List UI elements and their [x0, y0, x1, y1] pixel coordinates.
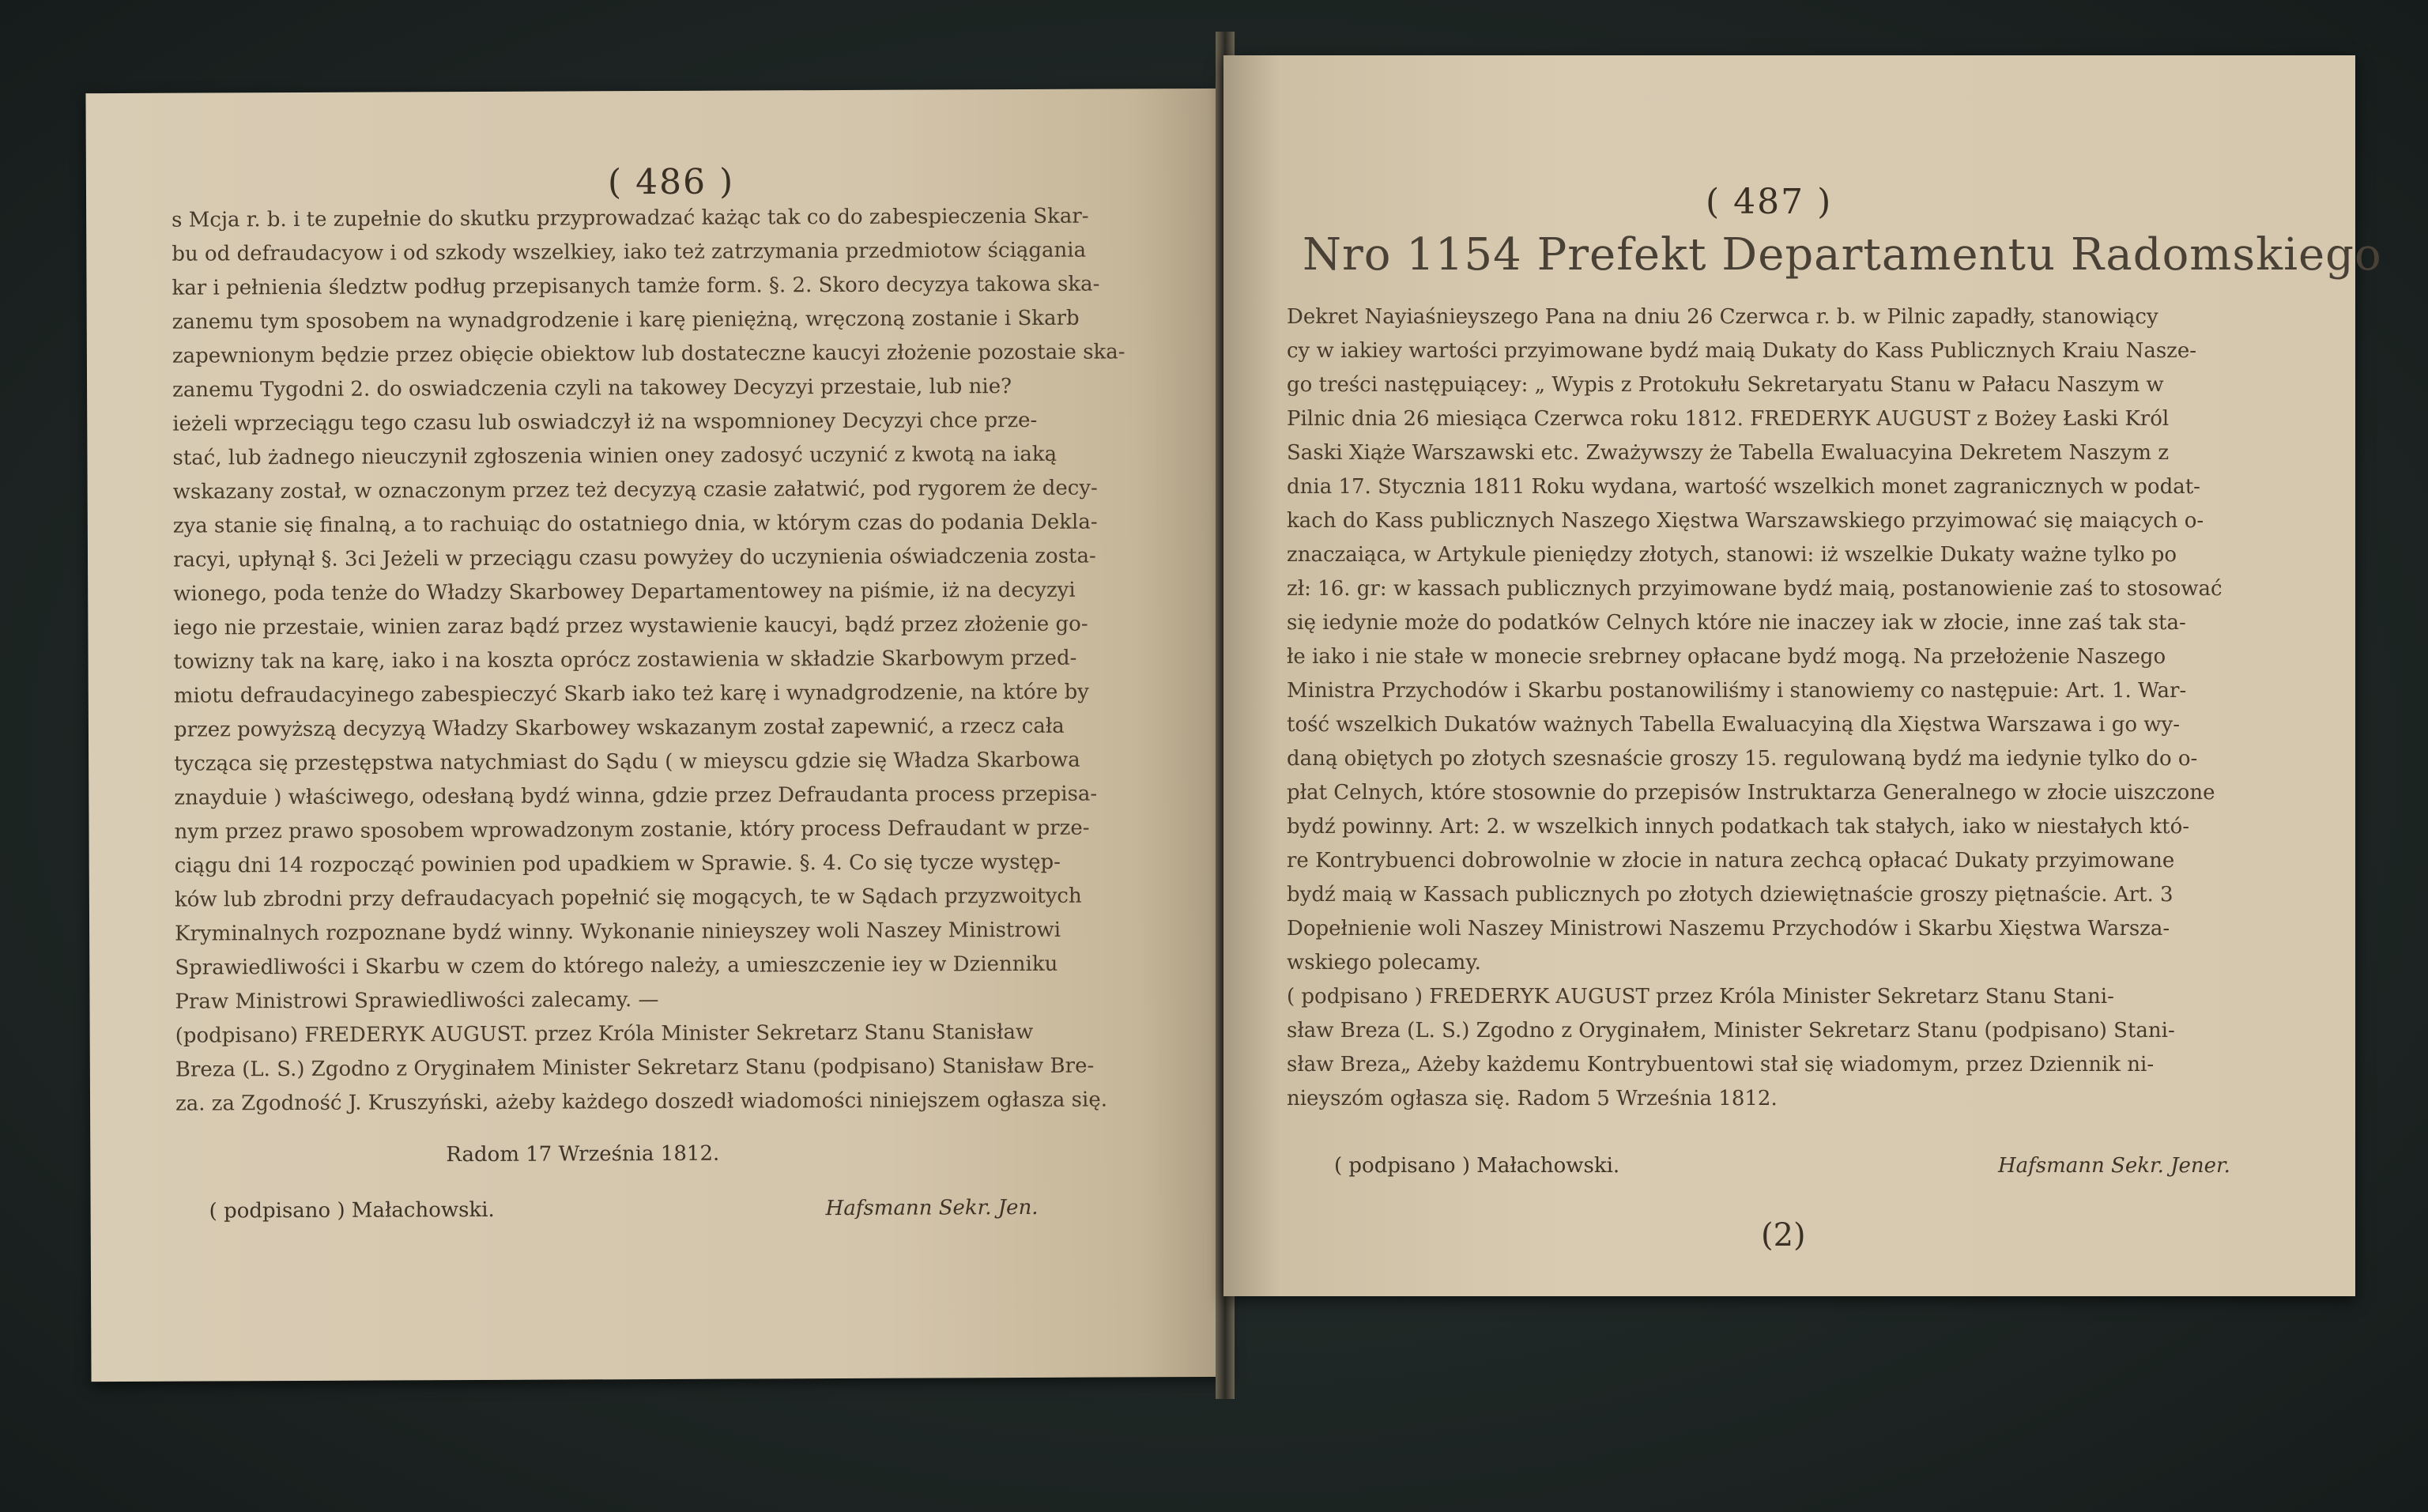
right-body-line: sław Breza (L. S.) Zgodno z Oryginałem, Minister Sekretarz Stanu (podpisano) Stani-	[1287, 1019, 2175, 1043]
left-signature-secretary: Hafsmann Sekr. Jen.	[825, 1195, 1039, 1221]
right-body-line: dnia 17. Stycznia 1811 Roku wydana, wartość wszelkich monet zagranicznych w podat-	[1287, 475, 2200, 499]
left-body-line: stać, lub żadnego nieuczynił zgłoszenia winien oney zadosyć uczynić z kwotą na iaką	[172, 442, 1058, 470]
left-body-line: (podpisano) FREDERYK AUGUST. przez Króla Minister Sekretarz Stanu Stanisław	[175, 1020, 1034, 1048]
left-body-line: tycząca się przestępstwa natychmiast do Sądu ( w mieyscu gdzie się Władza Skarbowa	[174, 748, 1080, 776]
right-body-line: Saski Xiąże Warszawski etc. Zważywszy że Tabella Ewaluacyina Dekretem Naszym z	[1287, 441, 2170, 465]
left-body-line: towizny tak na karę, iako i na koszta oprócz zostawienia w składzie Skarbowym przed-	[173, 646, 1077, 674]
left-body-line: Praw Ministrowi Sprawiedliwości zalecamy. —	[175, 987, 659, 1014]
right-body-line: tość wszelkich Dukatów ważnych Tabella Ewaluacyiną dla Xięstwa Warszawa i go wy-	[1287, 713, 2181, 737]
left-body-line: ków lub zbrodni przy defraudacyach popełnić się mogących, te w Sądach przyzwoitych	[174, 884, 1082, 912]
left-page-number: ( 486 )	[607, 161, 735, 203]
right-signature-secretary: Hafsmann Sekr. Jener.	[1998, 1154, 2230, 1178]
left-page-body	[172, 199, 1148, 1121]
left-body-line: kar i pełnienia śledztw podług przepisanych tamże form. §. 2. Skoro decyzya takowa ska-	[172, 272, 1100, 300]
right-body-line: re Kontrybuenci dobrowolnie w złocie in natura zechcą opłacać Dukaty przyimowane	[1287, 849, 2175, 873]
right-body-line: Dopełnienie woli Naszey Ministrowi Naszemu Przychodów i Skarbu Xięstwa Warsza-	[1287, 917, 2170, 941]
right-page-heading: Nro 1154 Prefekt Departamentu Radomskiego	[1303, 229, 2382, 281]
left-body-line: wskazany został, w oznaczonym przez też decyzyą czasie załatwić, pod rygorem że decy-	[172, 476, 1098, 504]
right-page-number: ( 487 )	[1706, 182, 1833, 222]
sheet-signature-mark: (2)	[1761, 1217, 1806, 1254]
right-body-line: bydź maią w Kassach publicznych po złotych dziewiętnaście groszy piętnaście. Art. 3	[1287, 883, 2174, 907]
left-place-date: Radom 17 Września 1812.	[446, 1141, 720, 1167]
right-signature-podpisano: ( podpisano ) Małachowski.	[1334, 1154, 1620, 1178]
left-signature-podpisano: ( podpisano ) Małachowski.	[209, 1197, 495, 1224]
right-body-line: daną obiętych po złotych szesnaście groszy 15. regulowaną bydź ma iedynie tylko do o-	[1287, 747, 2198, 771]
right-body-line: nieyszóm ogłasza się. Radom 5 Września 1812.	[1287, 1087, 1778, 1110]
left-body-line: ieżeli wprzeciągu tego czasu lub oswiadczył iż na wspomnioney Decyzyi chce prze-	[172, 408, 1038, 436]
left-body-line: miotu defraudacyinego zabespieczyć Skarb iako też karę i wynadgrodzenie, na które by	[173, 680, 1089, 708]
right-body-line: Ministra Przychodów i Skarbu postanowiliśmy i stanowiemy co następuie: Art. 1. War-	[1287, 679, 2187, 703]
left-body-line: wionego, poda tenże do Władzy Skarbowey Departamentowey na piśmie, iż na decyzyi	[173, 578, 1076, 606]
left-body-line: zya stanie się finalną, a to rachuiąc do ostatniego dnia, w którym czas do podania Dekla-	[172, 510, 1098, 538]
right-body-line: go treści następuiącey: „ Wypis z Protokułu Sekretaryatu Stanu w Pałacu Naszym w	[1287, 373, 2164, 397]
left-body-line: racyi, upłynął §. 3ci Jeżeli w przeciągu czasu powyżey do uczynienia oświadczenia zosta-	[172, 544, 1096, 572]
left-body-line: Kryminalnych rozpoznane bydź winny. Wykonanie ninieyszey woli Naszey Ministrowi	[175, 918, 1061, 946]
left-body-line: zanemu tym sposobem na wynadgrodzenie i karę pieniężną, wręczoną zostanie i Skarb	[172, 306, 1080, 334]
right-body-line: Dekret Nayiaśnieyszego Pana na dniu 26 Czerwca r. b. w Pilnic zapadły, stanowiący	[1287, 305, 2158, 329]
left-body-line: Sprawiedliwości i Skarbu w czem do którego należy, a umieszczenie iey w Dzienniku	[175, 952, 1058, 980]
right-page-body	[1287, 300, 2306, 1116]
left-body-line: bu od defraudacyow i od szkody wszelkiey, iako też zatrzymania przedmiotow ściągania	[172, 238, 1087, 266]
right-page	[1223, 55, 2382, 1296]
left-body-line: ciągu dni 14 rozpocząć powinien pod upadkiem w Sprawie. §. 4. Co się tycze występ-	[174, 850, 1061, 878]
right-body-line: łe iako i nie stałe w monecie srebrney opłacane bydź mogą. Na przełożenie Naszego	[1287, 645, 2166, 669]
left-page	[85, 89, 1229, 1382]
left-body-line: zapewnionym będzie przez obięcie obiektow lub dostateczne kaucyi złożenie pozostaie ska-	[172, 340, 1125, 368]
left-body-line: nym przez prawo sposobem wprowadzonym zostanie, który process Defraudant w prze-	[174, 816, 1090, 844]
left-body-line: Breza (L. S.) Zgodno z Oryginałem Minister Sekretarz Stanu (podpisano) Stanisław Bre-	[175, 1054, 1095, 1082]
right-body-line: ( podpisano ) FREDERYK AUGUST przez Króla Minister Sekretarz Stanu Stani-	[1287, 985, 2114, 1009]
right-body-line: płat Celnych, które stosownie do przepisów Instruktarza Generalnego w złocie uiszczone	[1287, 781, 2215, 805]
right-body-line: znaczaiąca, w Artykule pieniędzy złotych, stanowi: iż wszelkie Dukaty ważne tylko po	[1287, 543, 2177, 567]
right-body-line: bydź powinny. Art: 2. w wszelkich innych podatkach tak stałych, iako w niestałych któ-	[1287, 815, 2190, 839]
left-body-line: przez powyższą decyzyą Władzy Skarbowey wskazanym został zapewnić, a rzecz cała	[173, 714, 1065, 742]
right-body-line: sław Breza„ Ażeby każdemu Kontrybuentowi stał się wiadomym, przez Dziennik ni-	[1287, 1053, 2155, 1076]
right-body-line: cy w iakiey wartości przyimowane bydź maią Dukaty do Kass Publicznych Kraiu Nasze-	[1287, 339, 2197, 363]
left-body-line: za. za Zgodność J. Kruszyński, ażeby każdego doszedł wiadomości niniejszem ogłasza się.	[175, 1088, 1108, 1116]
left-body-line: iego nie przestaie, winien zaraz bądź przez wystawienie kaucyi, bądź przez złożenie go-	[173, 612, 1088, 640]
right-body-line: Pilnic dnia 26 miesiąca Czerwca roku 1812. FREDERYK AUGUST z Bożey Łaski Król	[1287, 407, 2170, 431]
left-body-line: s Mcja r. b. i te zupełnie do skutku przyprowadzać każąc tak co do zabespieczenia Skar-	[172, 204, 1089, 232]
right-body-line: się iedynie może do podatków Celnych które nie inaczey iak w złocie, inne zaś tak sta-	[1287, 611, 2186, 635]
left-body-line: znayduie ) właściwego, odesłaną bydź winna, gdzie przez Defraudanta process przepisa-	[174, 782, 1098, 810]
right-body-line: zł: 16. gr: w kassach publicznych przyimowane bydź maią, postanowienie zaś to stosować	[1287, 577, 2223, 601]
right-body-line: kach do Kass publicznych Naszego Xięstwa Warszawskiego przyimować się maiących o-	[1287, 509, 2204, 533]
right-body-line: wskiego polecamy.	[1287, 951, 1481, 975]
left-body-line: zanemu Tygodni 2. do oswiadczenia czyli na takowey Decyzyi przestaie, lub nie?	[172, 375, 1012, 402]
